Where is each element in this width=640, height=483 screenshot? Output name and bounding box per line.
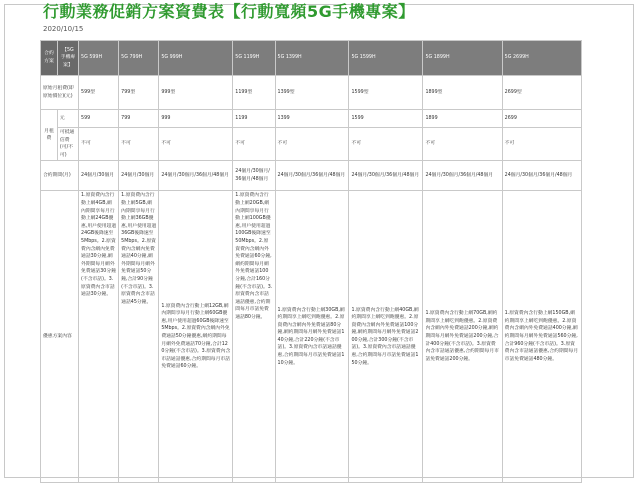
- table-cell: 1399型: [275, 76, 349, 110]
- row-label-offset: 可抵通信費(可/不可): [57, 128, 78, 161]
- table-cell: 2699: [502, 110, 581, 128]
- table-cell: 1599型: [349, 76, 423, 110]
- table-cell: 2699型: [502, 76, 581, 110]
- table-cell: 1399: [275, 110, 349, 128]
- table-cell: 24個月/30個月/36個月/48個月: [159, 161, 233, 191]
- table-row: [41, 110, 582, 128]
- table-cell: 1.原資費內含行動上網20GB,網內期間享每月行動上網100GB優惠,用戶使用超過100GB後降速至50Mbps。2.原資費內含網內外免費通話60分鐘,網約期間每月網外免費通話100分鐘,合計160分鐘(不含市話)。3.原資費內含市話通話優惠,合約期間每月市話免費通話80分鐘。: [233, 191, 275, 483]
- table-cell: 799型: [119, 76, 159, 110]
- table-cell: 24個月/30個月/36個月/48個月: [502, 161, 581, 191]
- table-cell: 不可: [159, 128, 233, 161]
- plan-header: 5G 799H: [119, 41, 159, 76]
- row-label-monthly-fee: 月租費: [41, 110, 58, 161]
- table-cell: 24個月/30個月/36個月/48個月: [349, 161, 423, 191]
- rate-table: [40, 40, 582, 483]
- table-cell: 1.原資費內含行動上網70GB,網約期間享上網吃到飽優惠。2.原資費內含網內外免費通話200分鐘,網約期間每月網外免費通話200分鐘,合計400分鐘(不含市話)。3.原資費內含市話通話優惠,合約期間每月市話免費通話200分鐘。: [423, 191, 502, 483]
- table-cell: 1199型: [233, 76, 275, 110]
- table-cell: 不可: [119, 128, 159, 161]
- plan-header: 5G 1899H: [423, 41, 502, 76]
- table-cell: 不可: [502, 128, 581, 161]
- page-title: 行動業務促銷方案資費表【行動寬頻5G手機專案】: [43, 2, 415, 21]
- table-cell: 24個月/30個月: [119, 161, 159, 191]
- table-row: [41, 161, 582, 191]
- table-cell: 1599: [349, 110, 423, 128]
- corner-label: 合約方案: [41, 41, 58, 76]
- table-cell: 不可: [423, 128, 502, 161]
- table-cell: 999型: [159, 76, 233, 110]
- corner-sub-label: 【5G手機專案】: [57, 41, 78, 76]
- document-date: 2020/10/15: [43, 25, 84, 33]
- table-cell: 1.原資費內含行動上網4GB,網內期間享每月行動上網24GB優惠,用戶使用超過24GB後降速至5Mbps。2.原資費內含網內免費通話30分鐘,網外期間每月網外免費通話30分鐘(不含市話)。3.原資費內含市話通話30分鐘。: [79, 191, 119, 483]
- table-cell: 不可: [79, 128, 119, 161]
- plan-header: 5G 999H: [159, 41, 233, 76]
- table-cell: 24個月/30個月/36個月/48個月: [275, 161, 349, 191]
- table-cell: 1899: [423, 110, 502, 128]
- table-cell: 不可: [233, 128, 275, 161]
- table-cell: 24個月/30個月/36個月/48個月: [423, 161, 502, 191]
- plan-header: 5G 2699H: [502, 41, 581, 76]
- table-cell: 不可: [349, 128, 423, 161]
- plan-header: 5G 1199H: [233, 41, 275, 76]
- table-cell: 599: [79, 110, 119, 128]
- table-cell: 799: [119, 110, 159, 128]
- table-cell: 24個月/30個月: [79, 161, 119, 191]
- table-row: [41, 191, 582, 483]
- table-cell: 1199: [233, 110, 275, 128]
- table-row: [41, 76, 582, 110]
- table-cell: 24個月/30個月/36個月/48個月: [233, 161, 275, 191]
- table-cell: 999: [159, 110, 233, 128]
- plan-header: 5G 1399H: [275, 41, 349, 76]
- table-row: [41, 128, 582, 161]
- header-row: [41, 41, 582, 76]
- table-cell: 1.原資費內含行動上網150GB,網約期間享上網吃到飽優惠。2.原資費內含網內外免費通話400分鐘,網約期間每月網外免費通話560分鐘,合計960分鐘(不含市話)。3.原資費內含市話通話優惠,合約期間每月市話免費通話480分鐘。: [502, 191, 581, 483]
- table-cell: 1.原資費內含行動上網12GB,網內期間享每月行動上網60GB優惠,用戶使用超過60GB後降速至5Mbps。2.原資費內含網內外免費通話50分鐘優惠,網約期間每月網外免費通話70分鐘,合計120分鐘(不含市話)。3.原資費內含市話通話優惠,合約期間每月市話免費通話60分鐘。: [159, 191, 233, 483]
- table-cell: 1899型: [423, 76, 502, 110]
- plan-header: 5G 1599H: [349, 41, 423, 76]
- table-cell: 599型: [79, 76, 119, 110]
- row-label-contract: 合約期間(月): [41, 161, 79, 191]
- row-label-yuan: 元: [57, 110, 78, 128]
- table-cell: 1.原資費內含行動上網40GB,網約期間享上網吃到飽優惠。2.原資費內含網內外免費通話100分鐘,網約期間每月網外免費通話200分鐘,合計300分鐘(不含市話)。3.原資費內含市話通話優惠,合約期間每月市話免費通話150分鐘。: [349, 191, 423, 483]
- table-cell: 1.原資費內含行動上網30GB,網約期間享上網吃到飽優惠。2.原資費內含網內外免費通話80分鐘,網約期間每月網外免費通話140分鐘,合計220分鐘(不含市話)。3.原資費內含市話通話優惠,合約期間每月市話免費通話110分鐘。: [275, 191, 349, 483]
- row-label-offer-content: 優惠方案內容: [41, 191, 79, 483]
- row-label-original-price: 原始月租費(即原始價位)(元): [41, 76, 79, 110]
- plan-header: 5G 599H: [79, 41, 119, 76]
- table-cell: 1.原資費內含行動上網5GB,網內期間享每月行動上網36GB優惠,用戶使用超過36GB後降速至5Mbps。2.原資費內含網內免費通話40分鐘,網外期間每月網外免費通話50分鐘,合計90分鐘(不含市話)。3.原資費內含市話通話45分鐘。: [119, 191, 159, 483]
- table-cell: 不可: [275, 128, 349, 161]
